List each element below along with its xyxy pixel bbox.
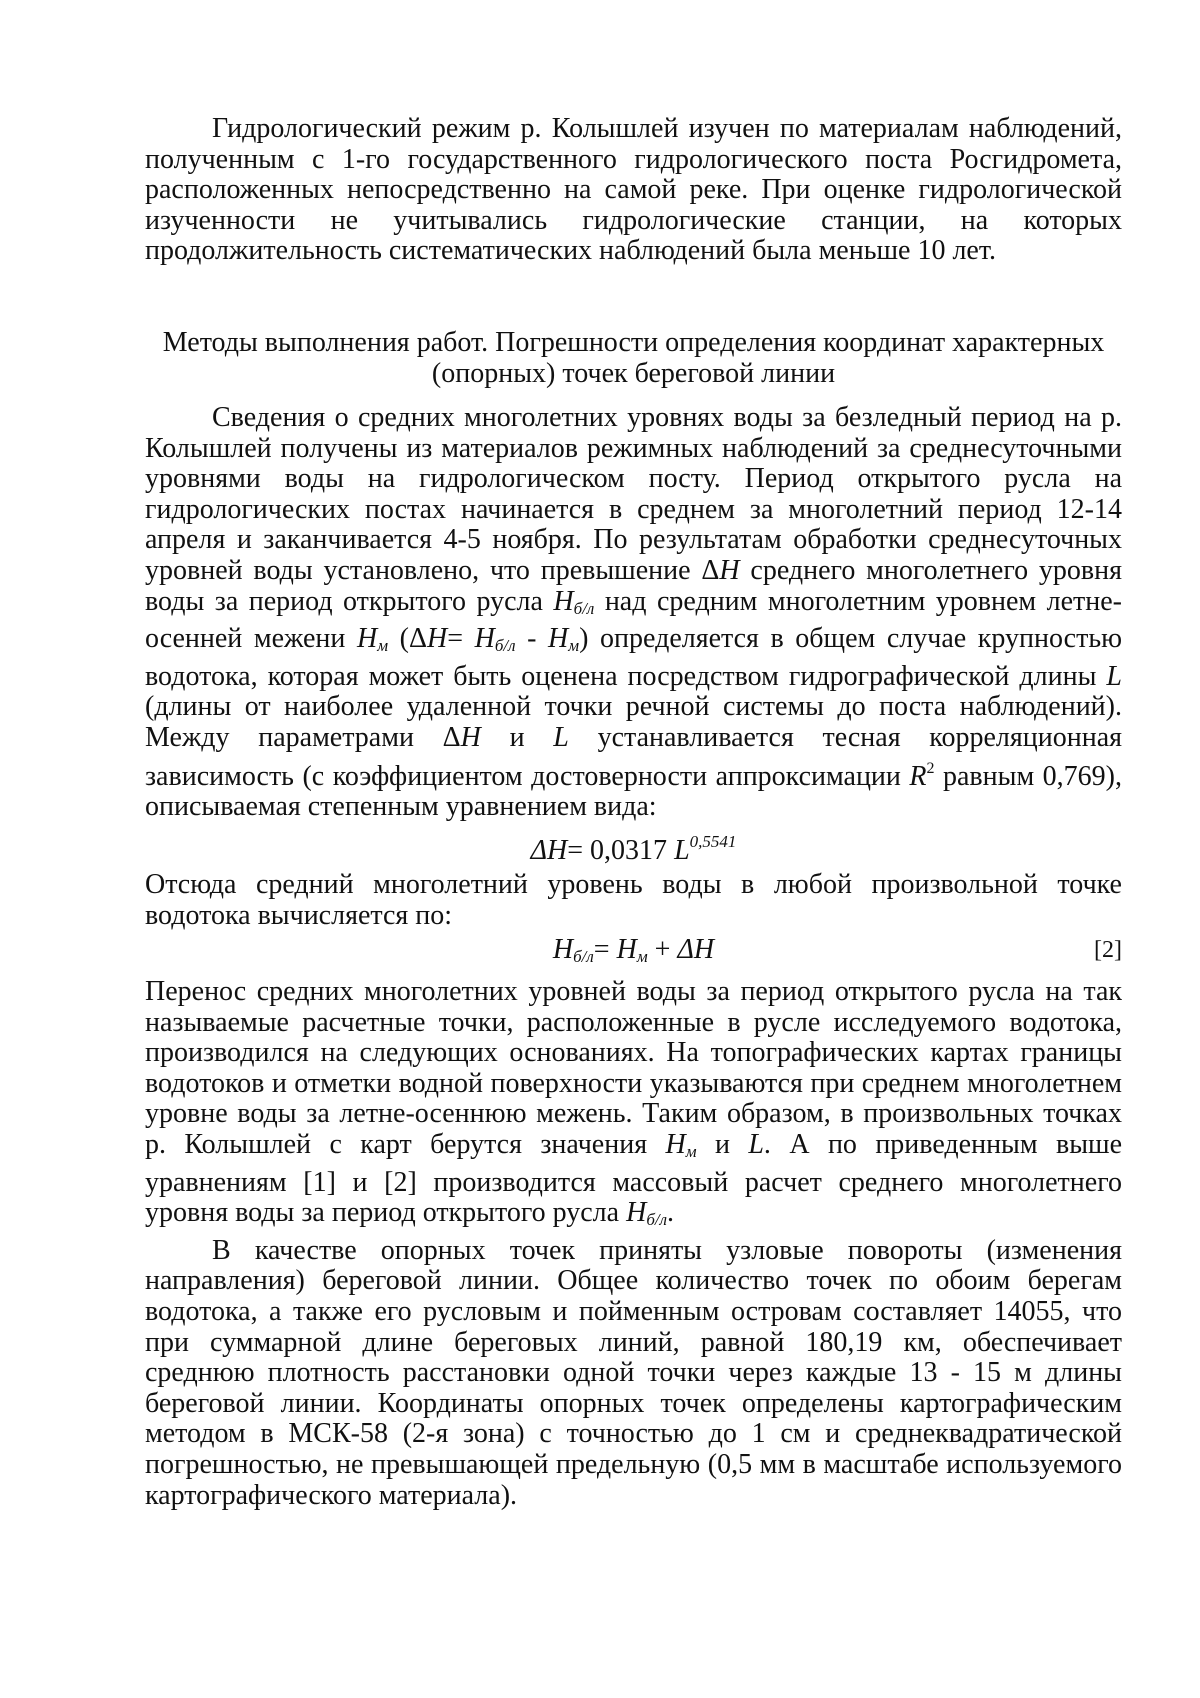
text: Сведения о средних многолетних уровнях воды за безледный период на р. Колышлей получены из материалов режимных наблюдений за среднесуточными уровнями воды на гидрологическом посту. Период открытого русла на гидрологических постах начинается в среднем за многолетний период 12-14 апреля и заканчивается 4-5 ноября. По результатам обработки среднесуточных уровней воды установлено, что превышение: [145, 401, 1122, 586]
subscript-bl: б/л: [646, 1210, 668, 1230]
var-h-bl: H: [474, 623, 495, 655]
formula-1-l: L: [674, 834, 690, 866]
formula-1-exponent: 0,5541: [689, 831, 737, 851]
subscript-m: м: [377, 636, 389, 656]
section-heading-line-1: Методы выполнения работ. Погрешности определения координат характерных: [162, 326, 1105, 358]
paragraph-reference-points: В качестве опорных точек приняты узловые повороты (изменения направления) береговой линии. Общее количество точек по обоим берегам водотока, а также его русловым и пойменным островам составляет 14055, что при суммарной длине береговых линий, равной 180,19 км, обеспечивает среднюю плотность расстановки одной точки через каждые 13 - 15 м длины береговой линии. Координаты опорных точек определены картографическим методом в МСК-58 (2-я зона) с точностью до 1 см и среднеквадратической погрешностью, не превышающей предельную (0,5 мм в масштабе используемого картографического материала).: [145, 1234, 1122, 1511]
paragraph-hence: Отсюда средний многолетний уровень воды в любой произвольной точке водотока вычисляется по:: [145, 869, 1122, 931]
subscript-bl: б/л: [494, 636, 516, 656]
var-h-m: H: [356, 623, 378, 655]
formula-2-h-m: H: [616, 934, 637, 966]
var-h: H: [719, 554, 740, 586]
formula-2-sub-bl: б/л: [573, 947, 594, 967]
delta-symbol: Δ: [701, 554, 720, 586]
subscript-m: м: [685, 1142, 697, 1162]
text: ) определяется в общем случае крупностью водотока, которая может быть оценена посредством гидрографической длины: [145, 623, 1123, 692]
text: и: [696, 1129, 749, 1161]
paragraph-methods: [145, 403, 1122, 823]
formula-2-h: H: [552, 934, 574, 966]
text: . А по приведенным выше уравнениям [1] и [2] производится массовый расчет среднего многолетнего уровня воды за период открытого русла: [145, 1129, 1122, 1229]
var-h-bl: H: [626, 1197, 647, 1229]
formula-2-eq: =: [593, 934, 617, 966]
text: (: [388, 623, 409, 655]
subscript-bl: б/л: [573, 598, 595, 618]
text: среднего многолетнего уровня воды за период открытого русла: [145, 554, 1122, 617]
paragraph-hydrology: Гидрологический режим р. Колышлей изучен по материалам наблюдений, полученным с 1-го государственного гидрологического поста Росгидромета, расположенных непосредственно на самой реке. При оценке гидрологической изученности не учитывались гидрологические станции, на которых продолжительность систематических наблюдений была меньше 10 лет.: [145, 113, 1122, 267]
text: Перенос средних многолетних уровней воды за период открытого русла на так называемые расчетные точки, расположенные в русле исследуемого водотока, производился на следующих основаниях. На топографических картах границы водотоков и отметки водной поверхности указываются при среднем многолетнем уровне воды за летне-осеннюю межень. Таким образом, в произвольных точках р. Колышлей с карт берутся значения: [145, 976, 1122, 1161]
var-l: L: [748, 1129, 764, 1161]
text: над средним многолетним уровнем летне-осенней межени: [145, 585, 1122, 655]
formula-2-sub-m: м: [636, 947, 648, 967]
var-l: L: [1106, 660, 1122, 692]
section-heading: [145, 327, 1122, 389]
document-page: [145, 114, 1122, 1511]
formula-1-eq: = 0,0317: [567, 834, 675, 866]
var-r: R: [909, 760, 927, 792]
formula-2-delta-h: ΔH: [677, 934, 715, 966]
text: и: [480, 721, 554, 753]
paragraph-transfer: [145, 977, 1122, 1236]
var-h-m: H: [548, 623, 569, 655]
var-h: H: [427, 623, 448, 655]
text: устанавливается тесная корреляционная зависимость (с коэффициентом достоверности аппроксимации: [145, 721, 1123, 792]
formula-2: [145, 935, 1122, 973]
delta-symbol: Δ: [442, 721, 461, 753]
text: равным 0,769), описываемая степенным уравнением вида:: [145, 760, 1122, 823]
section-heading-line-2: (опорных) точек береговой линии: [431, 357, 836, 389]
var-h: H: [460, 721, 481, 753]
formula-1: [145, 827, 1122, 867]
var-h-bl: H: [553, 585, 574, 617]
formula-2-number: [2]: [1094, 937, 1122, 964]
text: (длины от наиболее удаленной точки речной системы до поста наблюдений). Между параметрами: [145, 691, 1122, 753]
formula-2-plus: +: [647, 934, 678, 966]
subscript-m: м: [568, 636, 580, 656]
text: =: [447, 623, 475, 655]
delta-symbol: Δ: [408, 623, 427, 655]
text: -: [515, 623, 549, 655]
superscript-2: 2: [926, 759, 935, 777]
formula-1-lhs: ΔH: [530, 834, 568, 866]
var-h-m: H: [665, 1129, 686, 1161]
var-l: L: [553, 721, 569, 753]
text: .: [667, 1197, 675, 1229]
